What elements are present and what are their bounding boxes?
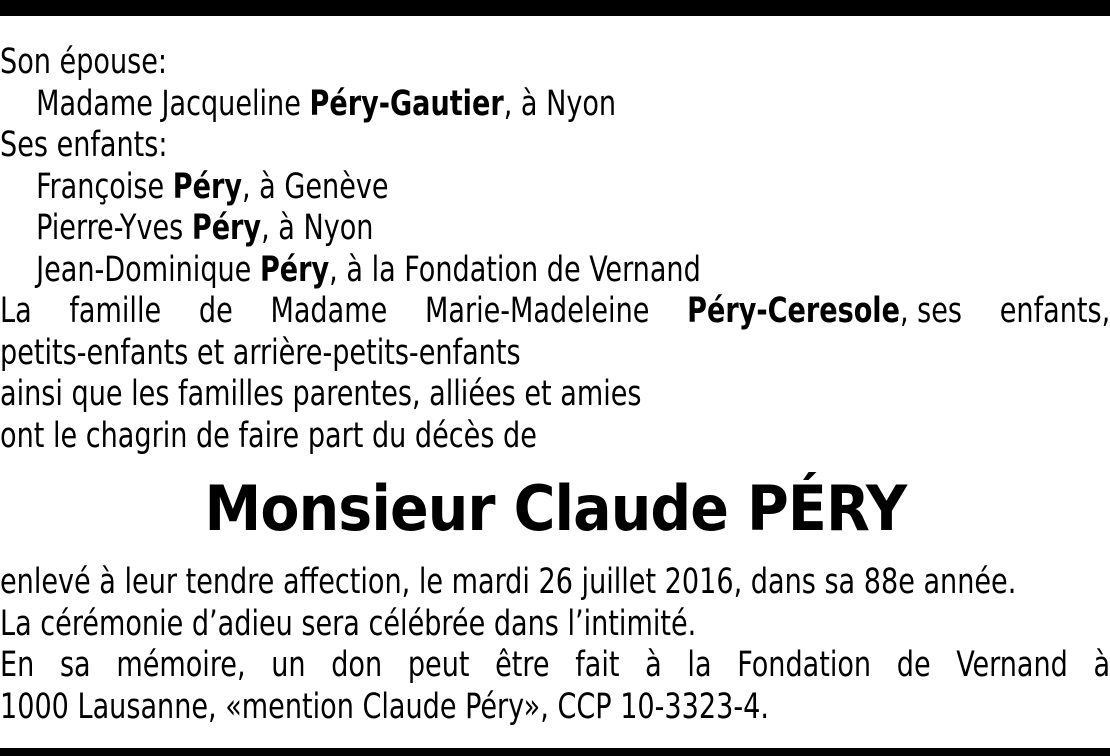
donation-word: de xyxy=(896,645,931,685)
child-name: Péry xyxy=(172,166,242,207)
donation-word: un xyxy=(271,645,306,685)
child-entry xyxy=(0,167,1110,209)
child-prefix: Jean-Dominique xyxy=(36,249,260,290)
donation-word: peut xyxy=(407,645,470,685)
donation-line-continued: 1000 Lausanne, «mention Claude Péry», CCP 10-3323-4. xyxy=(0,686,769,727)
donation-word: la xyxy=(687,645,712,685)
ceremony-line: La cérémonie d’adieu sera célébrée dans l’intimité. xyxy=(0,603,697,644)
donation-word: à xyxy=(1093,645,1110,685)
notice-body xyxy=(0,42,1110,457)
donation-word: Fondation xyxy=(737,645,872,685)
child-suffix: , à la Fondation de Vernand xyxy=(329,249,701,290)
announcement-line: ont le chagrin de faire part du décès de xyxy=(0,415,537,456)
donation-line xyxy=(0,645,1110,687)
spouse-name: Péry-Gautier xyxy=(309,83,504,124)
bottom-border-rule xyxy=(0,748,1110,756)
spouse-suffix: , à Nyon xyxy=(503,83,617,124)
family-line xyxy=(0,291,1110,333)
family-word: La xyxy=(0,291,32,331)
child-prefix: Pierre-Yves xyxy=(36,208,192,248)
child-name: Péry xyxy=(191,208,262,248)
donation-word: don xyxy=(331,645,383,685)
spouse-prefix: Madame Jacqueline xyxy=(36,83,310,124)
spouse-heading: Son épouse: xyxy=(0,42,168,82)
family-word: famille xyxy=(69,291,162,331)
family-word: , ses xyxy=(899,291,963,331)
top-border-rule xyxy=(0,0,1110,16)
family-word: Madame xyxy=(270,291,388,331)
donation-word: être xyxy=(495,645,550,685)
child-prefix: Françoise xyxy=(36,166,173,207)
donation-word: En xyxy=(0,645,35,685)
family-name-group xyxy=(687,291,962,333)
child-name: Péry xyxy=(259,249,330,290)
donation-word: sa xyxy=(59,645,91,685)
family-word: enfants, xyxy=(999,291,1110,331)
child-entry xyxy=(0,208,1110,250)
donation-word: Vernand xyxy=(956,645,1068,685)
children-heading: Ses enfants: xyxy=(0,125,168,165)
family-line-continued: petits-enfants et arrière-petits-enfants xyxy=(0,332,521,373)
child-suffix: , à Nyon xyxy=(261,208,374,248)
deceased-name-heading xyxy=(0,468,1110,550)
donation-word: mémoire, xyxy=(116,645,246,685)
child-entry xyxy=(0,250,1110,292)
death-line: enlevé à leur tendre affection, le mardi 26 juillet 2016, dans sa 88e année. xyxy=(0,562,1017,602)
family-word: Marie-Madeleine xyxy=(424,291,650,331)
family-word: de xyxy=(198,291,233,331)
donation-word: à xyxy=(645,645,662,685)
deceased-name: Monsieur Claude PÉRY xyxy=(204,472,906,545)
relatives-line: ainsi que les familles parentes, alliées et amies xyxy=(0,374,642,414)
spouse-entry xyxy=(0,84,1110,126)
donation-word: fait xyxy=(575,645,620,685)
family-name: Péry-Ceresole xyxy=(687,291,900,331)
child-suffix: , à Genève xyxy=(241,166,389,207)
notice-details xyxy=(0,562,1110,728)
